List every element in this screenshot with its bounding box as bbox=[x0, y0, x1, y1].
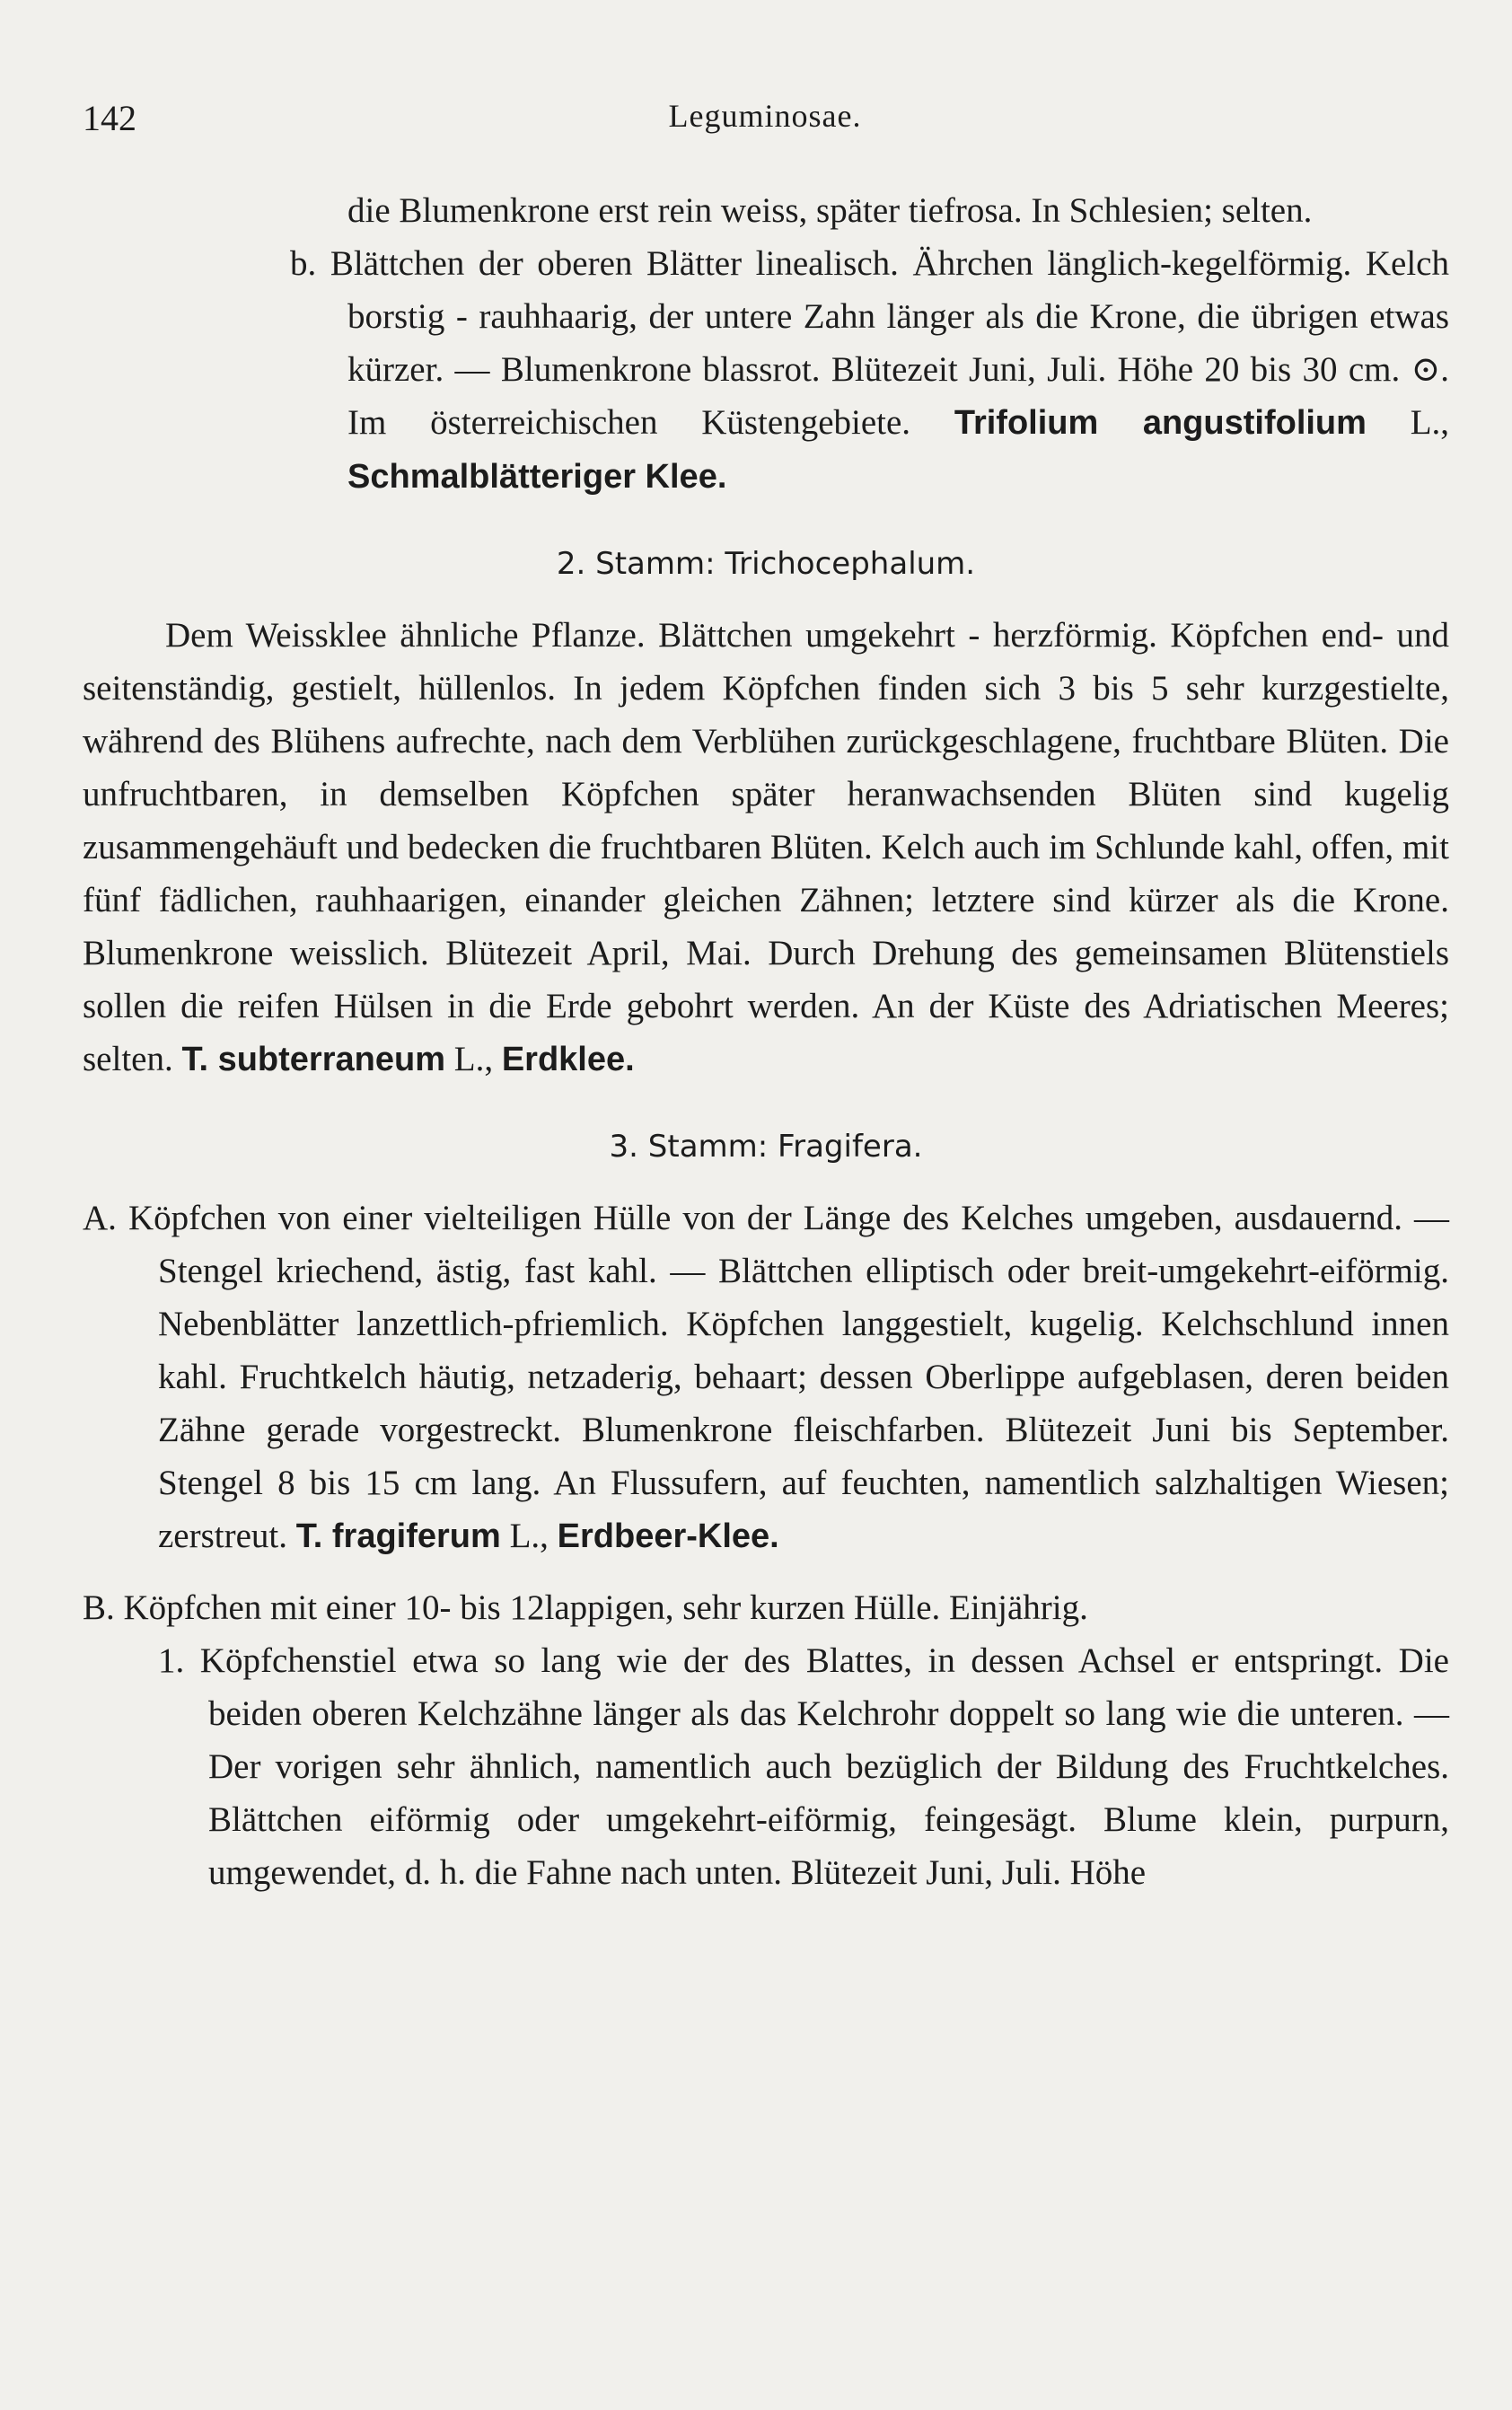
species-name: Trifolium angustifolium bbox=[954, 404, 1367, 442]
common-name: Schmalblätteriger Klee. bbox=[347, 458, 727, 496]
species-name: T. fragiferum bbox=[295, 1517, 501, 1555]
spacer bbox=[83, 1563, 1449, 1581]
paragraph-continuation: die Blumenkrone erst rein weiss, später tiefrosa. In Schlesien; selten. bbox=[347, 191, 1313, 230]
item-label: b. bbox=[290, 244, 317, 283]
page-body bbox=[83, 184, 1449, 1899]
page-header bbox=[83, 97, 1447, 151]
section-heading-stamm-2: 2. Stamm: Trichocephalum. bbox=[556, 546, 976, 582]
spacer bbox=[83, 504, 1449, 538]
spacer bbox=[83, 1174, 1449, 1192]
author: L., bbox=[1410, 403, 1450, 442]
key-item-B: B. Köpfchen mit einer 10- bis 12lappigen, sehr kurzen Hülle. Einjährig. bbox=[83, 1588, 1088, 1627]
species-name: T. subterraneum bbox=[181, 1041, 445, 1078]
key-item-A: A. Köpfchen von einer vielteiligen Hülle von der Länge des Kelches umgeben, ausdauernd. — Stengel kriechend, ästig, fast kahl. — Blättchen elliptisch oder breit-umgekehrt-eiförmig. Nebenblätter lanzettlich-pfriemlich. Köpfchen langgestielt, kugelig. Kelchschlund innen kahl. Fruchtkelch häutig, netzaderig, behaart; dessen Oberlippe aufgeblasen, deren beiden Zähne gerade vorgestreckt. Blumenkrone fleischfarben. Blütezeit Juni bis September. Stengel 8 bis 15 cm lang. An Flussufern, auf feuchten, namentlich salzhaltigen Wiesen; zerstreut. T. fragiferum L., Erdbeer-Klee. bbox=[83, 1199, 1449, 1555]
item-label: 1. bbox=[158, 1641, 185, 1680]
key-item-1: 1. Köpfchenstiel etwa so lang wie der des Blattes, in dessen Achsel er entspringt. Die beiden oberen Kelchzähne länger als das Kelchrohr doppelt so lang wie die unteren. — Der vorigen sehr ähnlich, namentlich auch bezüglich der Bildung des Fruchtkelches. Blättchen eiförmig oder umgekehrt-eiförmig, feingesägt. Blume klein, purpurn, umgewendet, d. h. die Fahne nach unten. Blütezeit Juni, Juli. Höhe bbox=[158, 1641, 1449, 1892]
section-heading-stamm-3: 3. Stamm: Fragifera. bbox=[609, 1129, 923, 1165]
item-label: A. bbox=[83, 1199, 117, 1237]
spacer bbox=[83, 591, 1449, 609]
item-text: Blättchen der oberen Blätter linealisch. Ährchen länglich-kegelförmig. Kelch borstig - rauhhaarig, der untere Zahn länger als die Krone, die übrigen etwas kürzer. — Blumenkrone blassrot. Blütezeit Juni, Juli. Höhe 20 bis 30 cm. ⊙. Im österreichischen Küstengebiete. bbox=[330, 244, 1449, 442]
common-name: Erdbeer-Klee. bbox=[557, 1517, 779, 1555]
author: L., bbox=[509, 1517, 549, 1555]
paragraph-trichocephalum: Dem Weissklee ähnliche Pflanze. Blättchen umgekehrt - herzförmig. Köpfchen end- und seitenständig, gestielt, hüllenlos. In jedem Köpfchen finden sich 3 bis 5 sehr kurzgestielte, während des Blühens aufrechte, nach dem Verblühen zurückgeschlagene, fruchtbare Blüten. Die unfruchtbaren, in demselben Köpfchen später heranwachsenden Blüten sind kugelig zusammengehäuft und bedecken die fruchtbaren Blüten. Kelch auch im Schlunde kahl, offen, mit fünf fädlichen, rauhhaarigen, einander gleichen Zähnen; letztere sind kürzer als die Krone. Blumenkrone weisslich. Blütezeit April, Mai. Durch Drehung des gemeinsamen Blütenstiels sollen die reifen Hülsen in die Erde gebohrt werden. An der Küste des Adriatischen Meeres; selten. T. subterraneum L., Erdklee. bbox=[83, 616, 1449, 1078]
spacer bbox=[83, 1086, 1449, 1121]
key-item-b bbox=[83, 237, 1449, 504]
common-name: Erdklee. bbox=[501, 1041, 635, 1078]
item-label: B. bbox=[83, 1588, 115, 1627]
page-number: 142 bbox=[83, 98, 136, 138]
author: L., bbox=[453, 1040, 494, 1078]
running-title: Leguminosae. bbox=[668, 98, 862, 134]
